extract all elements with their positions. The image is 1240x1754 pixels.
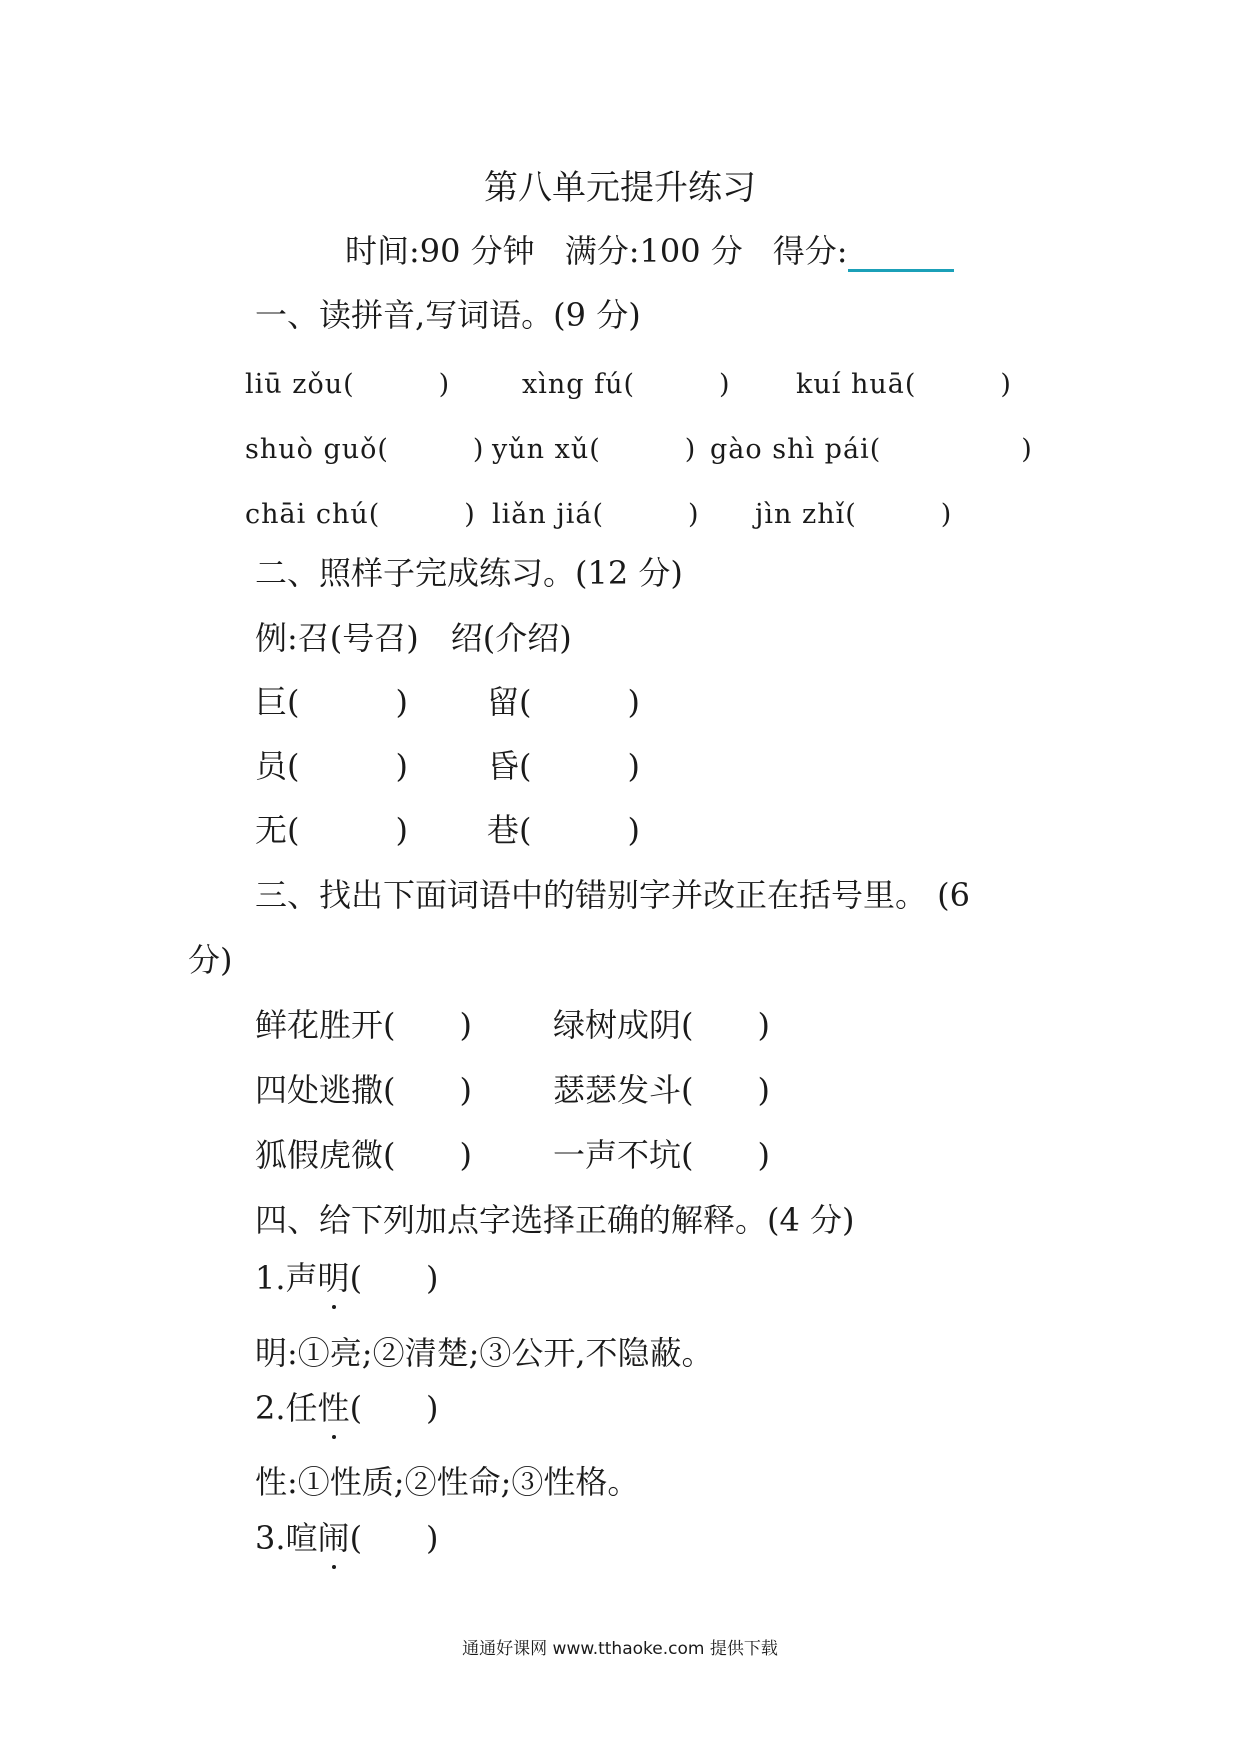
footer-source: 通通好课网 www.tthaoke.com 提供下载 bbox=[462, 1639, 778, 1659]
dotted-char: 性 bbox=[318, 1383, 350, 1429]
choice-item-3: 3.喧闹( ) bbox=[255, 1513, 439, 1559]
typo-item: 狐假虎微( ) bbox=[255, 1136, 472, 1174]
pinyin-item: liū zǒu( ) bbox=[245, 369, 451, 400]
pinyin-item: liǎn jiá( ) bbox=[492, 499, 700, 530]
time-limit: 时间:90 分钟 bbox=[345, 232, 535, 270]
dotted-char: 闹 bbox=[318, 1513, 350, 1559]
dotted-char: 明 bbox=[318, 1253, 350, 1299]
typo-item: 四处逃撒( ) bbox=[255, 1071, 472, 1109]
section-3-heading: 三、找出下面词语中的错别字并改正在括号里。 (6 bbox=[255, 876, 971, 914]
pinyin-item: shuò guǒ( ) bbox=[245, 434, 485, 465]
pinyin-item: xìng fú( ) bbox=[522, 369, 731, 400]
pinyin-item: chāi chú( ) bbox=[245, 499, 476, 530]
definition-line: 性:①性质;②性命;③性格。 bbox=[255, 1463, 640, 1501]
example-line: 例:召(号召) 绍(介绍) bbox=[255, 619, 572, 657]
char-item: 无( ) bbox=[255, 811, 408, 849]
choice-item-2: 2.任性( ) bbox=[255, 1383, 439, 1429]
score-blank[interactable] bbox=[848, 235, 954, 272]
exam-meta bbox=[345, 226, 954, 272]
definition-line: 明:①亮;②清楚;③公开,不隐蔽。 bbox=[255, 1334, 714, 1372]
char-item: 员( ) bbox=[255, 747, 408, 785]
full-score: 满分:100 分 bbox=[564, 232, 743, 270]
typo-item: 绿树成阴( ) bbox=[553, 1006, 770, 1044]
char-item: 巷( ) bbox=[487, 811, 640, 849]
typo-item: 瑟瑟发斗( ) bbox=[553, 1071, 770, 1109]
pinyin-item: gào shì pái( ) bbox=[710, 434, 1033, 465]
char-item: 留( ) bbox=[487, 683, 640, 721]
page-title: 第八单元提升练习 bbox=[484, 168, 756, 208]
section-1-heading: 一、读拼音,写词语。(9 分) bbox=[255, 296, 641, 334]
typo-item: 鲜花胜开( ) bbox=[255, 1006, 472, 1044]
pinyin-item: kuí huā( ) bbox=[796, 369, 1012, 400]
char-item: 昏( ) bbox=[487, 747, 640, 785]
pinyin-item: jìn zhǐ( ) bbox=[755, 499, 953, 530]
section-4-heading: 四、给下列加点字选择正确的解释。(4 分) bbox=[255, 1201, 855, 1239]
score-label: 得分: bbox=[772, 232, 848, 270]
typo-item: 一声不坑( ) bbox=[553, 1136, 770, 1174]
char-item: 巨( ) bbox=[255, 683, 408, 721]
section-3-heading-cont: 分) bbox=[188, 941, 233, 979]
section-2-heading: 二、照样子完成练习。(12 分) bbox=[255, 554, 683, 592]
choice-item-1: 1.声明( ) bbox=[255, 1253, 439, 1299]
pinyin-item: yǔn xǔ( ) bbox=[492, 434, 697, 465]
